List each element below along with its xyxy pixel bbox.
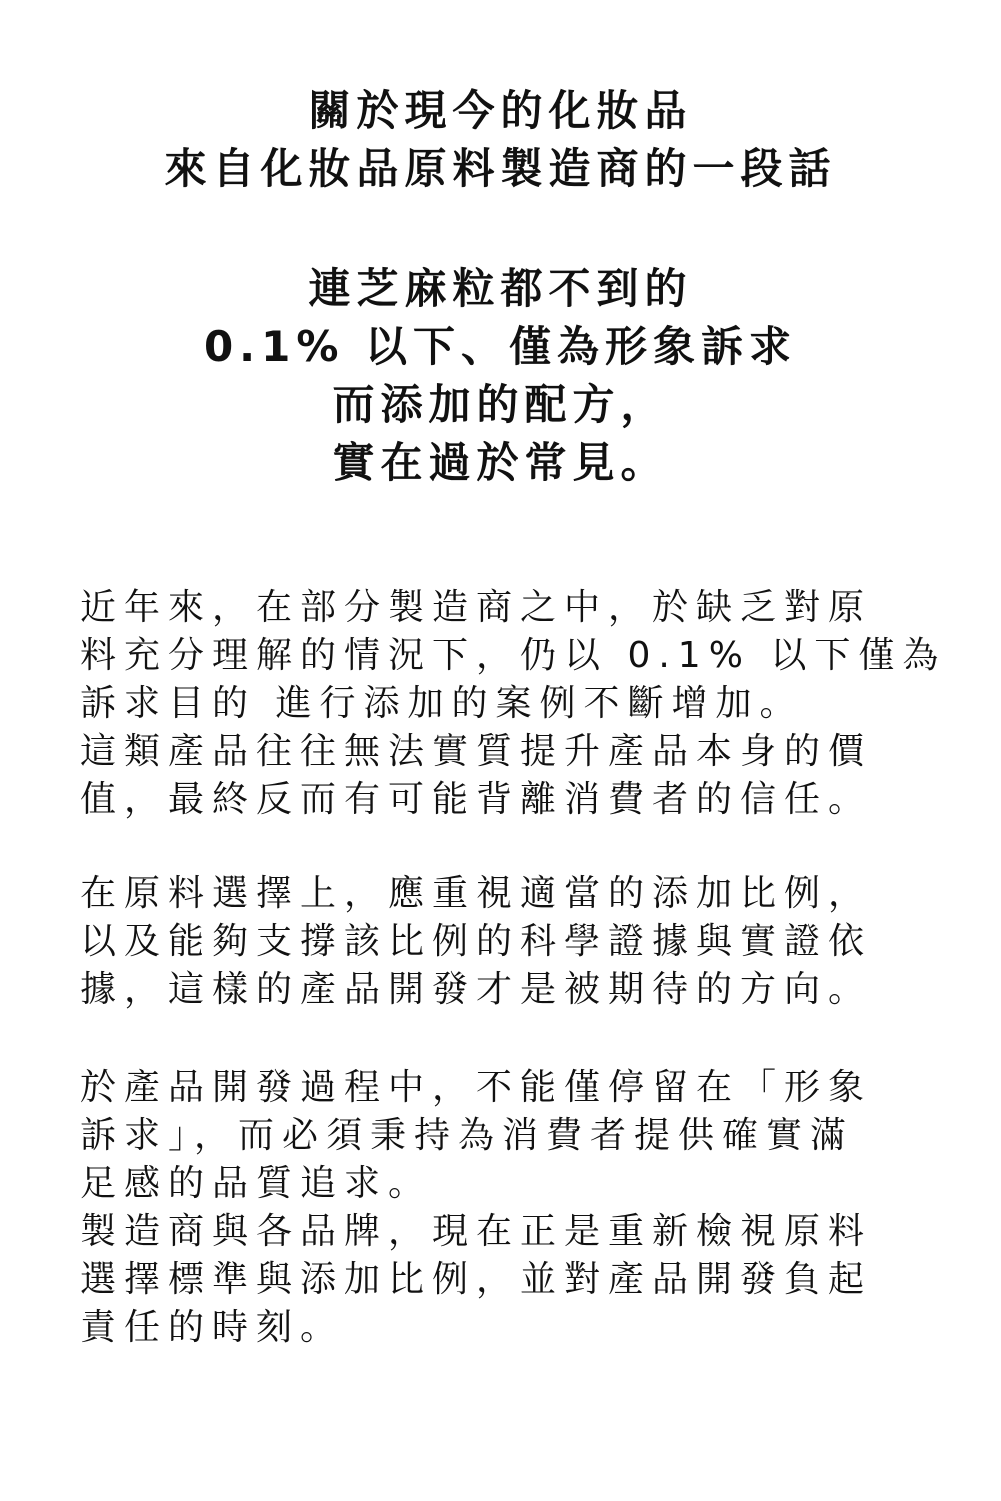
tagline-line-2: 0.1% 以下、僅為形象訴求	[203, 322, 798, 371]
tagline	[0, 260, 1001, 492]
title-line-1: 關於現今的化妝品	[308, 86, 693, 135]
paragraph-line: 訴求目的 進行添加的案例不斷增加。	[80, 683, 804, 724]
title-line-2: 來自化妝品原料製造商的一段話	[164, 144, 837, 193]
paragraph-line: 值，最終反而有可能背離消費者的信任。	[80, 779, 873, 820]
tagline-line-4: 實在過於常見。	[332, 438, 669, 487]
paragraph-2	[80, 870, 925, 1014]
page-title	[0, 82, 1001, 198]
paragraph-line: 責任的時刻。	[80, 1307, 345, 1348]
paragraph-line: 近年來，在部分製造商之中，於缺乏對原	[80, 587, 873, 628]
tagline-line-1: 連芝麻粒都不到的	[308, 264, 693, 313]
tagline-line-3: 而添加的配方，	[332, 380, 669, 429]
paragraph-line: 選擇標準與添加比例，並對產品開發負起	[80, 1259, 873, 1300]
paragraph-line: 足感的品質追求。	[80, 1163, 433, 1204]
paragraph-line: 製造商與各品牌，現在正是重新檢視原料	[80, 1211, 873, 1252]
paragraph-3	[80, 1064, 925, 1352]
paragraph-line: 以及能夠支撐該比例的科學證據與實證依	[80, 921, 873, 962]
paragraph-line: 料充分理解的情況下，仍以 0.1% 以下僅為	[80, 635, 947, 676]
paragraph-line: 這類產品往往無法實質提升產品本身的價	[80, 731, 873, 772]
paragraph-line: 於產品開發過程中，不能僅停留在「形象	[80, 1067, 873, 1108]
paragraph-line: 在原料選擇上，應重視適當的添加比例，	[80, 873, 873, 914]
paragraph-line: 訴求」，而必須秉持為消費者提供確實滿	[80, 1115, 855, 1156]
paragraph-line: 據，這樣的產品開發才是被期待的方向。	[80, 969, 873, 1010]
paragraph-1	[80, 584, 947, 824]
